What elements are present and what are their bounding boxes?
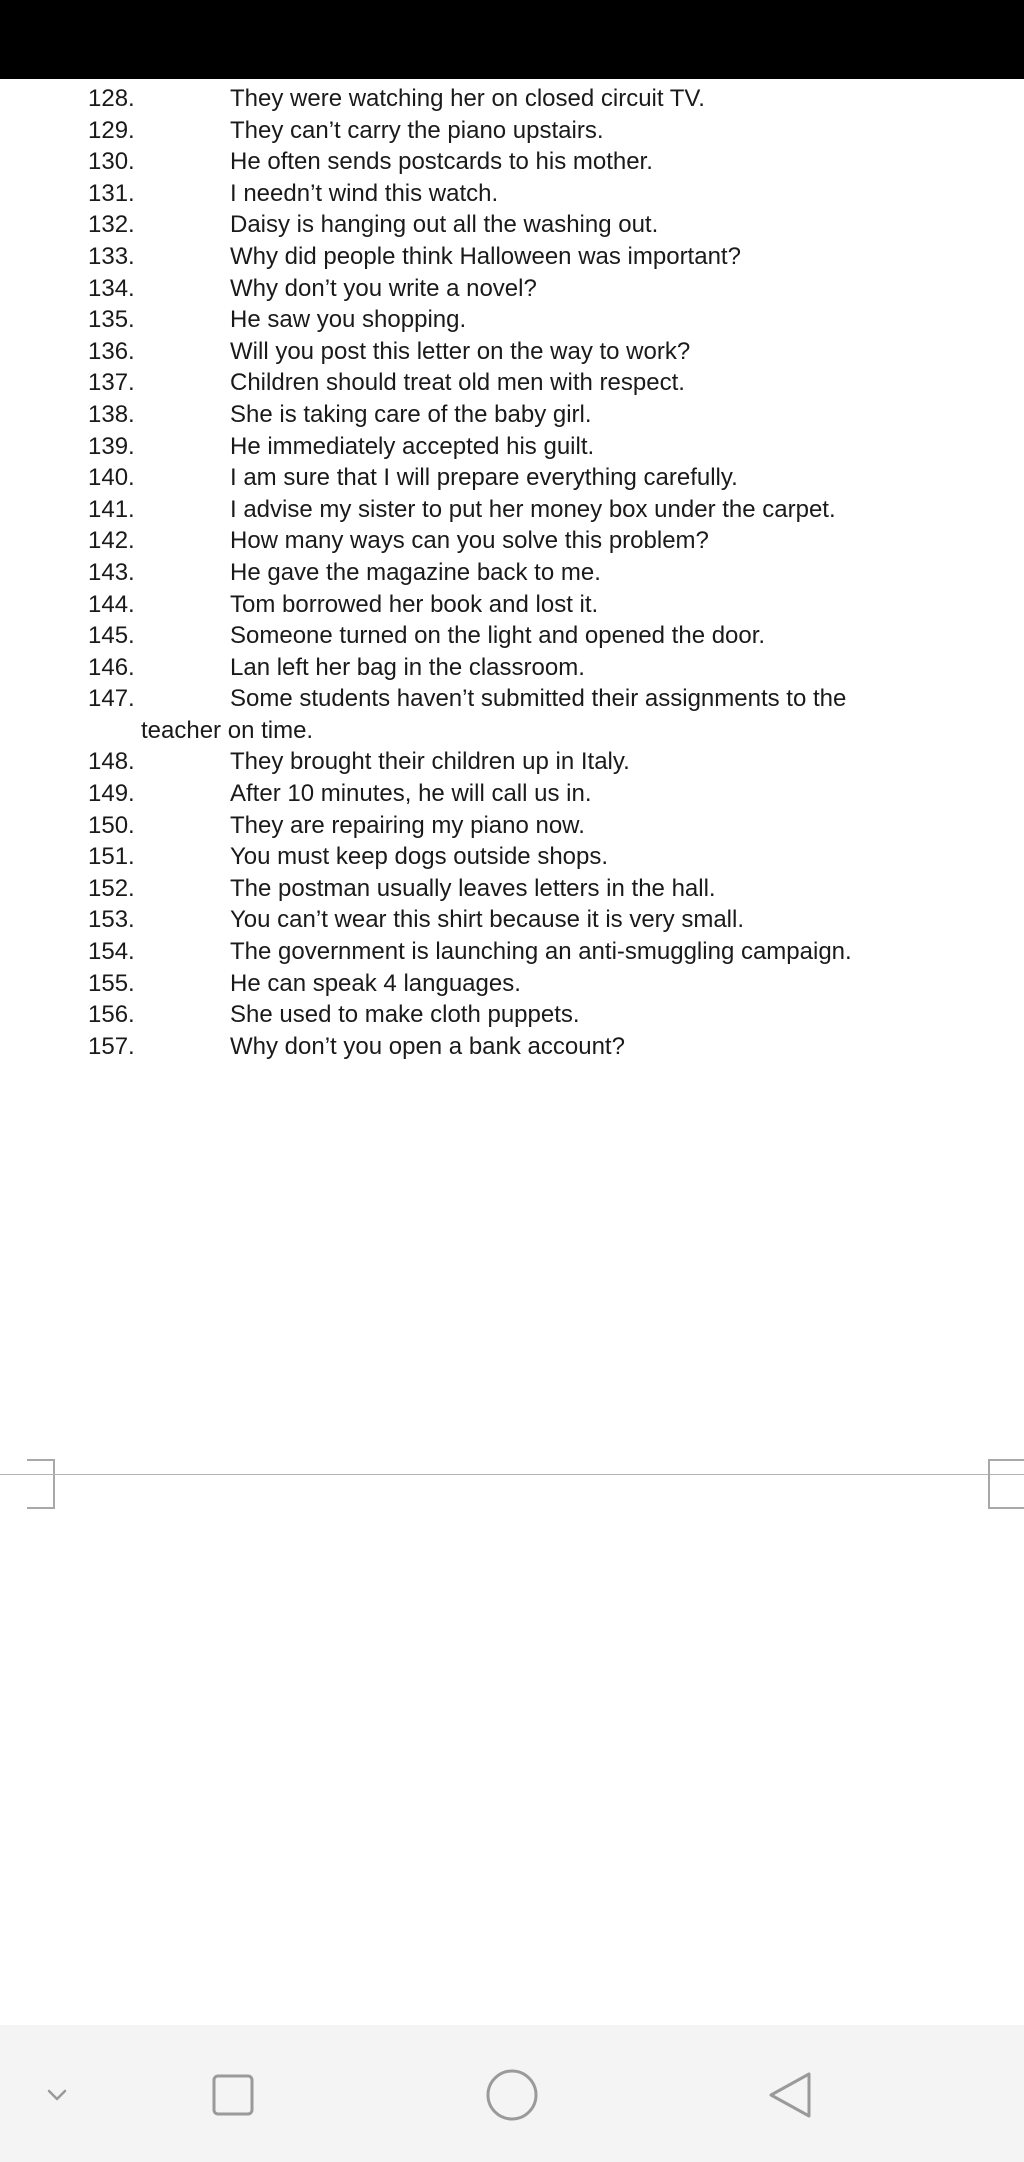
list-item — [0, 525, 1024, 557]
list-item — [0, 273, 1024, 305]
item-number: 146. — [88, 653, 135, 681]
chevron-down-icon[interactable] — [27, 2065, 87, 2125]
item-number: 149. — [88, 780, 135, 808]
list-item — [0, 462, 1024, 494]
item-number: 135. — [88, 306, 135, 334]
item-text: Children should treat old men with respect. — [230, 369, 685, 397]
item-text: Why did people think Halloween was important? — [230, 242, 741, 270]
list-item — [0, 589, 1024, 621]
item-number: 157. — [88, 1032, 135, 1060]
item-text: After 10 minutes, he will call us in. — [230, 780, 592, 808]
list-item — [0, 1031, 1024, 1063]
item-text: The postman usually leaves letters in the hall. — [230, 874, 716, 902]
list-item — [0, 336, 1024, 368]
item-number: 153. — [88, 906, 135, 934]
page-margin-marker-right — [988, 1459, 1024, 1509]
item-number: 156. — [88, 1001, 135, 1029]
document-page[interactable] — [0, 79, 1024, 1474]
item-number: 134. — [88, 274, 135, 302]
item-text: He immediately accepted his guilt. — [230, 432, 595, 460]
item-number: 140. — [88, 464, 135, 492]
back-icon[interactable] — [760, 2065, 820, 2125]
item-number: 133. — [88, 242, 135, 270]
item-number: 155. — [88, 969, 135, 997]
status-bar — [0, 0, 1024, 79]
item-text: She is taking care of the baby girl. — [230, 400, 592, 428]
list-item — [0, 620, 1024, 652]
item-number: 138. — [88, 400, 135, 428]
list-item — [0, 367, 1024, 399]
item-number: 152. — [88, 874, 135, 902]
item-number: 137. — [88, 369, 135, 397]
item-text: Will you post this letter on the way to work? — [230, 337, 691, 365]
list-item — [0, 841, 1024, 873]
list-item — [0, 178, 1024, 210]
item-number: 139. — [88, 432, 135, 460]
item-number: 144. — [88, 590, 135, 618]
item-text: She used to make cloth puppets. — [230, 1001, 580, 1029]
list-item — [0, 146, 1024, 178]
item-number: 143. — [88, 558, 135, 586]
item-number: 142. — [88, 527, 135, 555]
list-item — [0, 652, 1024, 684]
item-number: 136. — [88, 337, 135, 365]
item-text: Lan left her bag in the classroom. — [230, 653, 585, 681]
list-item — [0, 304, 1024, 336]
item-text: They can’t carry the piano upstairs. — [230, 116, 604, 144]
item-text: Tom borrowed her book and lost it. — [230, 590, 599, 618]
item-number: 129. — [88, 116, 135, 144]
list-item — [0, 431, 1024, 463]
list-item — [0, 399, 1024, 431]
item-number: 141. — [88, 495, 135, 523]
item-text: How many ways can you solve this problem? — [230, 527, 709, 555]
item-text: He gave the magazine back to me. — [230, 558, 601, 586]
page-margin-marker-left — [25, 1459, 55, 1509]
list-item — [0, 115, 1024, 147]
item-text: teacher on time. — [141, 716, 314, 744]
list-item — [0, 968, 1024, 1000]
item-text: The government is launching an anti-smuggling campaign. — [230, 938, 852, 966]
list-item — [0, 904, 1024, 936]
item-text: You must keep dogs outside shops. — [230, 843, 609, 871]
item-number: 151. — [88, 843, 135, 871]
item-number: 145. — [88, 622, 135, 650]
item-number: 132. — [88, 211, 135, 239]
list-item — [0, 557, 1024, 589]
item-text: He saw you shopping. — [230, 306, 467, 334]
item-number: 147. — [88, 685, 135, 713]
item-text: Why don’t you open a bank account? — [230, 1032, 625, 1060]
item-number: 131. — [88, 179, 135, 207]
item-text: He can speak 4 languages. — [230, 969, 521, 997]
list-item — [0, 746, 1024, 778]
list-item — [0, 83, 1024, 115]
item-text: Someone turned on the light and opened the door. — [230, 622, 766, 650]
item-text: You can’t wear this shirt because it is very small. — [230, 906, 744, 934]
item-text: They are repairing my piano now. — [230, 811, 585, 839]
item-text: I needn’t wind this watch. — [230, 179, 499, 207]
recent-apps-icon[interactable] — [203, 2065, 263, 2125]
list-item — [0, 683, 1024, 715]
item-number: 128. — [88, 85, 135, 112]
item-text: Daisy is hanging out all the washing out. — [230, 211, 659, 239]
system-navigation-bar — [0, 2025, 1024, 2162]
list-item — [0, 241, 1024, 273]
list-item — [0, 999, 1024, 1031]
page-break-divider — [0, 1474, 1024, 1475]
list-item-continuation — [0, 715, 1024, 747]
list-item — [0, 209, 1024, 241]
item-text: Why don’t you write a novel? — [230, 274, 537, 302]
list-item — [0, 494, 1024, 526]
item-text: I advise my sister to put her money box under the carpet. — [230, 495, 836, 523]
item-text: They brought their children up in Italy. — [230, 748, 630, 776]
list-item — [0, 778, 1024, 810]
item-number: 150. — [88, 811, 135, 839]
home-icon[interactable] — [482, 2065, 542, 2125]
list-item — [0, 810, 1024, 842]
list-item — [0, 936, 1024, 968]
item-number: 148. — [88, 748, 135, 776]
item-text: They were watching her on closed circuit TV. — [230, 85, 705, 112]
item-text: Some students haven’t submitted their assignments to the — [230, 685, 847, 713]
list-item — [0, 873, 1024, 905]
item-number: 154. — [88, 938, 135, 966]
item-number: 130. — [88, 148, 135, 176]
sentence-list — [0, 83, 1024, 1062]
item-text: I am sure that I will prepare everything carefully. — [230, 464, 738, 492]
item-text: He often sends postcards to his mother. — [230, 148, 653, 176]
